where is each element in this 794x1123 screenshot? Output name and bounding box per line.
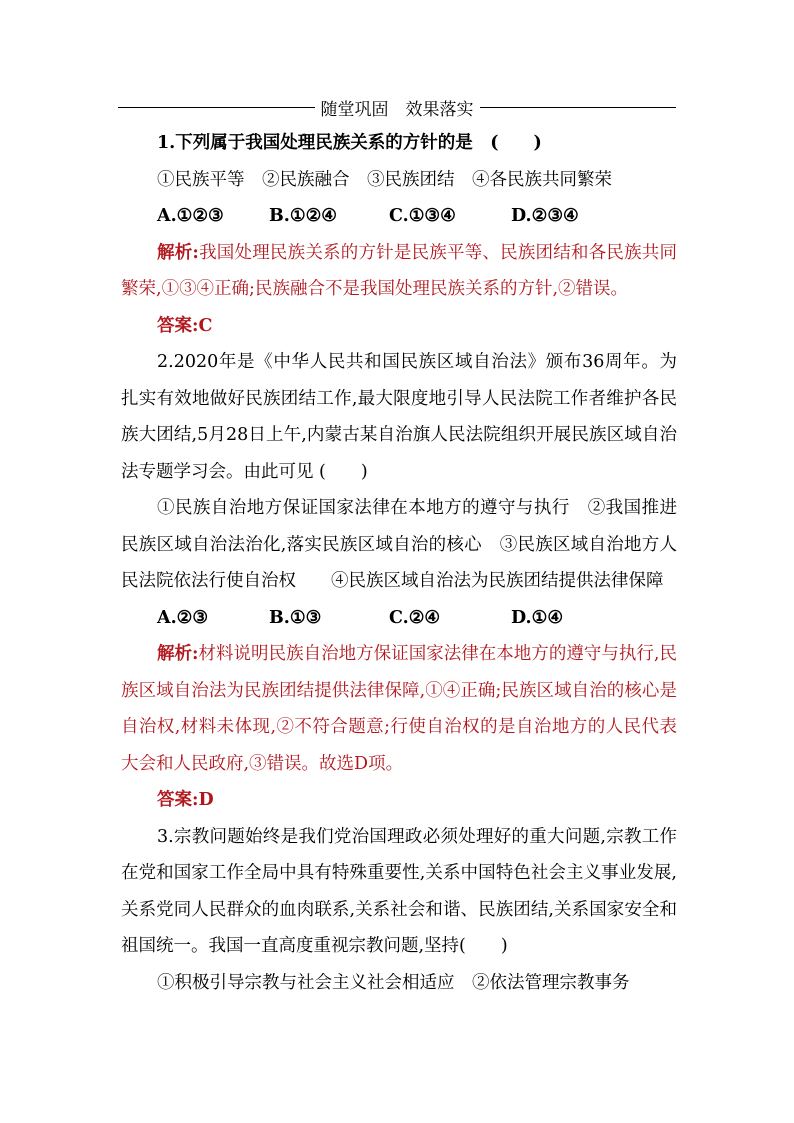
q2-option-a: A.②③ (157, 607, 209, 628)
q2-stem: 2.2020年是《中华人民共和国民族区域自治法》颁布36周年。为扎实有效地做好民族团结工作,最大限度地引导人民法院工作者维护各民族大团结,5月28日上午,内蒙古某自治旗人民法院组织开展民族区域自治法专题学习会。由此可见 ( ) (121, 352, 677, 482)
q3-stem: 3.宗教问题始终是我们党治国理政必须处理好的重大问题,宗教工作在党和国家工作全局中具有特殊重要性,关系中国特色社会主义事业发展,关系党同人民群众的血肉联系,关系社会和谐、民族团结,关系国家安全和祖国统一。我国一直高度重视宗教问题,坚持( ) (121, 826, 677, 956)
q1-option-c: C.①③④ (389, 206, 456, 226)
q2-analysis (121, 636, 677, 782)
q1-stem: 1.下列属于我国处理民族关系的方针的是 ( ) (157, 133, 542, 153)
q1-option-a: A.①②③ (157, 206, 224, 226)
q2-options (121, 600, 677, 637)
q1-answer-value: C (198, 315, 213, 336)
q2-option-c: C.②④ (389, 607, 441, 628)
q1-analysis-text: 我国处理民族关系的方针是民族平等、民族团结和各民族共同繁荣,①③④正确;民族融合不是我国处理民族关系的方针,②错误。 (121, 242, 678, 299)
q1-answer-label: 答案: (157, 315, 199, 336)
q1-answer (121, 308, 677, 345)
q1-option-b: B.①②④ (269, 206, 337, 226)
q2-analysis-label: 解析: (157, 644, 199, 664)
q1-analysis (121, 235, 677, 308)
q2-answer-label: 答案: (157, 790, 199, 810)
header-rule-left (118, 107, 315, 108)
q1-items: ①民族平等 ②民族融合 ③民族团结 ④各民族共同繁荣 (157, 169, 612, 190)
q1-options (121, 198, 677, 235)
section-title: 随堂巩固 效果落实 (320, 99, 474, 120)
q2-option-b: B.①③ (269, 607, 322, 628)
q1-option-d: D.②③④ (511, 206, 579, 226)
header-rule-right (480, 107, 677, 108)
q1-analysis-label: 解析: (157, 242, 199, 263)
section-header (118, 94, 676, 120)
q2-answer-value: D (198, 790, 214, 810)
q2-items: ①民族自治地方保证国家法律在本地方的遵守与执行 ②我国推进民族区域自治法治化,落实民族区域自治的核心 ③民族区域自治地方人民法院依法行使自治权 ④民族区域自治法为民族团结提供法律保障 (121, 498, 677, 591)
document-body (121, 125, 677, 1001)
q2-analysis-text: 材料说明民族自治地方保证国家法律在本地方的遵守与执行,民族区域自治法为民族团结提供法律保障,①④正确;民族区域自治的核心是自治权,材料未体现,②不符合题意;行使自治权的是自治地方的人民代表大会和人民政府,③错误。故选D项。 (121, 644, 677, 774)
q2-option-d: D.①④ (511, 607, 564, 628)
q3-items: ①积极引导宗教与社会主义社会相适应 ②依法管理宗教事务 (157, 972, 630, 993)
q2-answer (121, 782, 677, 819)
